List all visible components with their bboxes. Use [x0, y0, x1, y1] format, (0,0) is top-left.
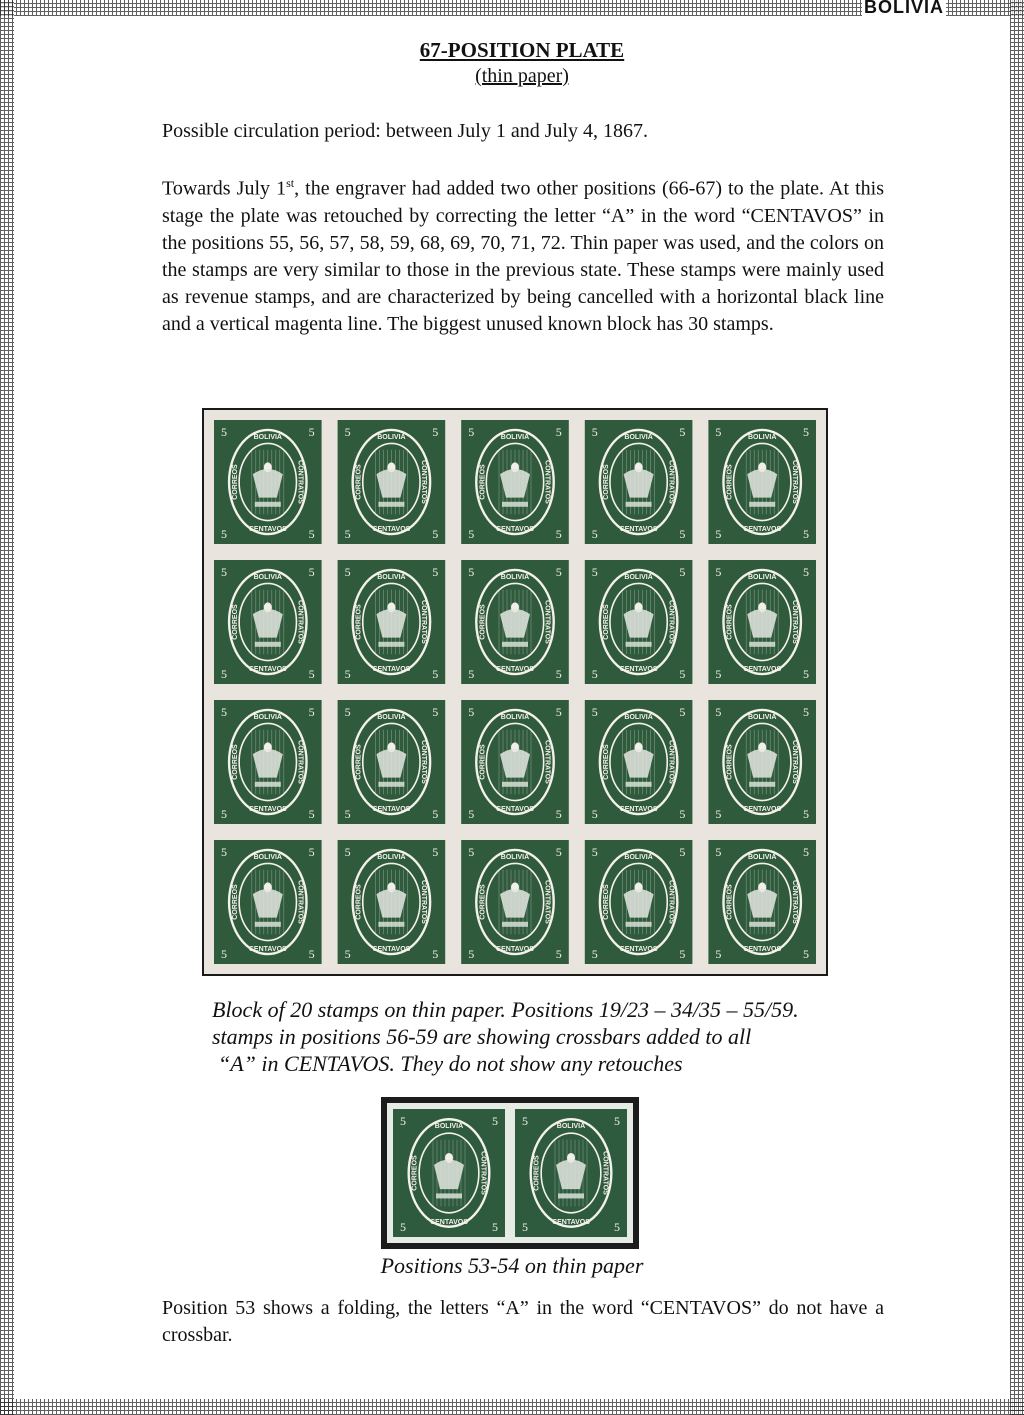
svg-text:CORREOS: CORREOS [533, 1155, 541, 1191]
svg-text:CENTAVOS: CENTAVOS [248, 946, 287, 954]
block-caption-line-2: stamps in positions 56-59 are showing crossbars added to all [212, 1024, 752, 1049]
page-subtitle: (thin paper) [475, 65, 569, 87]
stamp [585, 420, 693, 544]
svg-text:5: 5 [221, 807, 227, 821]
svg-text:CENTAVOS: CENTAVOS [430, 1218, 468, 1226]
svg-text:CORREOS: CORREOS [355, 464, 363, 500]
svg-text:CORREOS: CORREOS [232, 884, 240, 920]
svg-text:5: 5 [803, 667, 809, 681]
svg-text:5: 5 [679, 425, 686, 439]
svg-text:BOLIVIA: BOLIVIA [253, 433, 282, 441]
svg-text:5: 5 [468, 705, 475, 719]
svg-text:5: 5 [468, 947, 475, 961]
stamp [708, 700, 816, 824]
decorative-border-right [1010, 0, 1024, 1415]
ordinal-suffix: st [286, 176, 295, 190]
svg-text:CORREOS: CORREOS [602, 744, 610, 780]
svg-text:5: 5 [679, 807, 686, 821]
description-text-rest: , the engraver had added two other positions (66-67) to the plate. At this stage the plate was retouched by correcting the letter “A” in the word “CENTAVOS” in the positions 55, 56, 57, 58, 59, 68, 69, 70, 71, 72. Thin paper was used, and the colors on the stamps are very similar to those in the previous state. These stamps were mainly used as revenue stamps, and are characterized by being cancelled with a horizontal black line and a vertical magenta line. The biggest unused known block has 30 stamps. [162, 177, 884, 335]
svg-text:5: 5 [308, 845, 315, 859]
svg-text:CENTAVOS: CENTAVOS [743, 946, 782, 954]
svg-text:BOLIVIA: BOLIVIA [500, 573, 530, 581]
svg-text:BOLIVIA: BOLIVIA [500, 433, 530, 441]
svg-text:5: 5 [468, 565, 475, 579]
stamp [214, 420, 322, 544]
svg-text:CENTAVOS: CENTAVOS [552, 1218, 590, 1226]
stamp [515, 1109, 627, 1237]
svg-text:5: 5 [715, 807, 722, 821]
svg-text:BOLIVIA: BOLIVIA [748, 573, 777, 581]
svg-text:5: 5 [679, 667, 686, 681]
svg-text:CENTAVOS: CENTAVOS [743, 526, 782, 534]
svg-text:CORREOS: CORREOS [479, 884, 487, 920]
stamp [461, 420, 569, 544]
svg-text:CENTAVOS: CENTAVOS [743, 806, 782, 814]
svg-text:CORREOS: CORREOS [355, 604, 363, 640]
svg-text:BOLIVIA: BOLIVIA [253, 853, 282, 861]
svg-text:5: 5 [344, 947, 351, 961]
svg-text:5: 5 [344, 527, 351, 541]
svg-text:5: 5 [432, 947, 439, 961]
svg-text:5: 5 [308, 565, 315, 579]
svg-text:5: 5 [492, 1220, 498, 1234]
svg-text:5: 5 [344, 425, 351, 439]
stamp [338, 700, 446, 824]
svg-text:BOLIVIA: BOLIVIA [748, 713, 777, 721]
svg-text:5: 5 [221, 565, 227, 579]
svg-text:CORREOS: CORREOS [726, 464, 734, 500]
svg-text:5: 5 [555, 527, 562, 541]
stamp [708, 420, 816, 544]
svg-text:5: 5 [432, 705, 439, 719]
svg-text:CORREOS: CORREOS [232, 464, 240, 500]
svg-text:5: 5 [555, 667, 562, 681]
decorative-border-left [0, 0, 14, 1415]
svg-text:CORREOS: CORREOS [602, 884, 610, 920]
svg-text:CONTRATOS: CONTRATOS [479, 1151, 487, 1195]
svg-text:CENTAVOS: CENTAVOS [496, 666, 534, 674]
stamp [338, 840, 446, 964]
svg-text:5: 5 [555, 705, 562, 719]
svg-text:BOLIVIA: BOLIVIA [624, 573, 653, 581]
svg-text:5: 5 [555, 565, 562, 579]
svg-text:5: 5 [715, 565, 722, 579]
page-title: 67-POSITION PLATE [419, 38, 625, 62]
stamp [461, 840, 569, 964]
svg-text:5: 5 [803, 565, 809, 579]
svg-text:5: 5 [522, 1114, 528, 1128]
stamp [585, 700, 693, 824]
svg-text:5: 5 [591, 807, 598, 821]
svg-text:CONTRATOS: CONTRATOS [420, 600, 428, 644]
stamp [585, 840, 693, 964]
svg-text:5: 5 [308, 667, 315, 681]
svg-text:5: 5 [591, 845, 598, 859]
stamp-pair-image [381, 1097, 639, 1249]
stamp [708, 560, 816, 684]
svg-text:CONTRATOS: CONTRATOS [296, 600, 304, 644]
svg-text:5: 5 [344, 807, 351, 821]
svg-text:5: 5 [803, 947, 809, 961]
position53-paragraph: Position 53 shows a folding, the letters “A” in the word “CENTAVOS” do not have a crossbar. [162, 1297, 884, 1346]
svg-text:5: 5 [400, 1114, 406, 1128]
svg-text:CORREOS: CORREOS [232, 604, 240, 640]
svg-text:5: 5 [432, 845, 439, 859]
stamp [461, 560, 569, 684]
stamp [338, 560, 446, 684]
svg-text:5: 5 [591, 947, 598, 961]
svg-text:5: 5 [432, 565, 439, 579]
svg-text:CONTRATOS: CONTRATOS [667, 460, 675, 504]
svg-text:CONTRATOS: CONTRATOS [296, 740, 304, 784]
svg-text:5: 5 [803, 845, 809, 859]
svg-text:CONTRATOS: CONTRATOS [420, 880, 428, 924]
stamp [708, 840, 816, 964]
svg-text:CORREOS: CORREOS [602, 604, 610, 640]
svg-text:CENTAVOS: CENTAVOS [619, 666, 658, 674]
block-caption-line-1: Block of 20 stamps on thin paper. Positions 19/23 – 34/35 – 55/59. [212, 997, 799, 1022]
svg-text:5: 5 [221, 425, 227, 439]
stamp [461, 700, 569, 824]
description-text-start: Towards July 1 [162, 177, 287, 200]
svg-text:CORREOS: CORREOS [602, 464, 610, 500]
svg-text:5: 5 [400, 1220, 406, 1234]
svg-text:CENTAVOS: CENTAVOS [619, 946, 658, 954]
svg-text:BOLIVIA: BOLIVIA [500, 853, 530, 861]
stamp-pair-drawing [381, 1097, 639, 1249]
svg-text:CONTRATOS: CONTRATOS [420, 460, 428, 504]
svg-text:5: 5 [715, 667, 722, 681]
svg-text:5: 5 [555, 845, 562, 859]
stamp-block-image [202, 408, 828, 976]
svg-text:BOLIVIA: BOLIVIA [500, 713, 530, 721]
svg-text:5: 5 [308, 527, 315, 541]
svg-text:CENTAVOS: CENTAVOS [743, 666, 782, 674]
svg-text:BOLIVIA: BOLIVIA [624, 853, 653, 861]
svg-text:5: 5 [555, 947, 562, 961]
svg-text:5: 5 [803, 807, 809, 821]
svg-text:5: 5 [803, 425, 809, 439]
svg-text:BOLIVIA: BOLIVIA [377, 433, 406, 441]
svg-text:5: 5 [221, 527, 227, 541]
circulation-paragraph: Possible circulation period: between July 1 and July 4, 1867. [162, 120, 649, 142]
svg-text:5: 5 [591, 565, 598, 579]
svg-text:BOLIVIA: BOLIVIA [253, 573, 282, 581]
svg-text:CONTRATOS: CONTRATOS [296, 460, 304, 504]
stamp-block-drawing [204, 410, 826, 974]
svg-text:CENTAVOS: CENTAVOS [372, 946, 411, 954]
svg-text:CORREOS: CORREOS [479, 744, 487, 780]
svg-text:CENTAVOS: CENTAVOS [372, 526, 411, 534]
svg-text:5: 5 [679, 565, 686, 579]
svg-text:5: 5 [591, 425, 598, 439]
svg-text:5: 5 [432, 527, 439, 541]
svg-text:5: 5 [803, 705, 809, 719]
decorative-border-bottom [0, 1399, 1024, 1415]
svg-text:CONTRATOS: CONTRATOS [667, 600, 675, 644]
svg-text:CONTRATOS: CONTRATOS [543, 600, 551, 644]
svg-text:5: 5 [679, 845, 686, 859]
svg-text:5: 5 [344, 705, 351, 719]
svg-text:CONTRATOS: CONTRATOS [420, 740, 428, 784]
svg-text:BOLIVIA: BOLIVIA [377, 573, 406, 581]
svg-text:CENTAVOS: CENTAVOS [496, 946, 534, 954]
svg-text:BOLIVIA: BOLIVIA [624, 713, 653, 721]
description-paragraph [162, 170, 884, 338]
svg-text:CONTRATOS: CONTRATOS [543, 460, 551, 504]
svg-text:BOLIVIA: BOLIVIA [434, 1123, 464, 1131]
svg-text:CENTAVOS: CENTAVOS [248, 526, 287, 534]
country-header: BOLIVIA [863, 0, 944, 17]
svg-text:CORREOS: CORREOS [411, 1155, 419, 1191]
svg-text:5: 5 [468, 527, 475, 541]
svg-text:5: 5 [344, 845, 351, 859]
svg-text:5: 5 [591, 527, 598, 541]
svg-text:CENTAVOS: CENTAVOS [619, 806, 658, 814]
svg-text:5: 5 [715, 425, 722, 439]
svg-text:BOLIVIA: BOLIVIA [377, 713, 406, 721]
svg-text:5: 5 [715, 705, 722, 719]
svg-text:BOLIVIA: BOLIVIA [624, 433, 653, 441]
svg-text:CONTRATOS: CONTRATOS [790, 600, 798, 644]
svg-text:5: 5 [221, 705, 227, 719]
svg-text:CORREOS: CORREOS [479, 464, 487, 500]
svg-text:CENTAVOS: CENTAVOS [372, 806, 411, 814]
svg-text:5: 5 [432, 425, 439, 439]
svg-text:5: 5 [432, 807, 439, 821]
svg-text:5: 5 [468, 807, 475, 821]
svg-text:CENTAVOS: CENTAVOS [496, 806, 534, 814]
stamp [214, 700, 322, 824]
svg-text:BOLIVIA: BOLIVIA [253, 713, 282, 721]
svg-text:5: 5 [591, 705, 598, 719]
svg-text:CONTRATOS: CONTRATOS [296, 880, 304, 924]
svg-text:CONTRATOS: CONTRATOS [790, 740, 798, 784]
svg-text:5: 5 [715, 527, 722, 541]
svg-text:5: 5 [679, 527, 686, 541]
svg-text:CENTAVOS: CENTAVOS [248, 806, 287, 814]
svg-text:5: 5 [715, 947, 722, 961]
svg-text:5: 5 [308, 807, 315, 821]
svg-text:CENTAVOS: CENTAVOS [372, 666, 411, 674]
stamp [393, 1109, 505, 1237]
block-caption [212, 996, 892, 1077]
svg-text:BOLIVIA: BOLIVIA [556, 1123, 586, 1131]
stamp [338, 420, 446, 544]
svg-text:5: 5 [803, 527, 809, 541]
stamp [585, 560, 693, 684]
svg-text:5: 5 [555, 807, 562, 821]
svg-text:5: 5 [344, 565, 351, 579]
svg-text:5: 5 [221, 667, 227, 681]
svg-text:5: 5 [614, 1114, 620, 1128]
svg-text:BOLIVIA: BOLIVIA [748, 433, 777, 441]
svg-text:CENTAVOS: CENTAVOS [619, 526, 658, 534]
stamp [214, 560, 322, 684]
svg-text:CONTRATOS: CONTRATOS [667, 740, 675, 784]
svg-text:CENTAVOS: CENTAVOS [496, 526, 534, 534]
svg-text:5: 5 [522, 1220, 528, 1234]
pair-caption: Positions 53-54 on thin paper [380, 1253, 644, 1278]
svg-text:CORREOS: CORREOS [232, 744, 240, 780]
svg-text:BOLIVIA: BOLIVIA [748, 853, 777, 861]
svg-text:5: 5 [468, 667, 475, 681]
svg-text:CORREOS: CORREOS [355, 884, 363, 920]
svg-text:CONTRATOS: CONTRATOS [790, 460, 798, 504]
svg-text:5: 5 [679, 947, 686, 961]
stamp [214, 840, 322, 964]
svg-text:5: 5 [221, 845, 227, 859]
svg-text:CONTRATOS: CONTRATOS [601, 1151, 609, 1195]
svg-text:CORREOS: CORREOS [479, 604, 487, 640]
svg-text:5: 5 [555, 425, 562, 439]
svg-text:5: 5 [308, 947, 315, 961]
svg-text:5: 5 [468, 845, 475, 859]
svg-text:5: 5 [614, 1220, 620, 1234]
svg-text:5: 5 [679, 705, 686, 719]
svg-text:5: 5 [308, 425, 315, 439]
svg-text:5: 5 [715, 845, 722, 859]
svg-text:CORREOS: CORREOS [726, 744, 734, 780]
svg-text:5: 5 [432, 667, 439, 681]
svg-text:CONTRATOS: CONTRATOS [543, 880, 551, 924]
svg-text:CENTAVOS: CENTAVOS [248, 666, 287, 674]
svg-text:5: 5 [492, 1114, 498, 1128]
svg-text:CONTRATOS: CONTRATOS [790, 880, 798, 924]
svg-text:CONTRATOS: CONTRATOS [667, 880, 675, 924]
block-caption-line-3: “A” in CENTAVOS. They do not show any retouches [218, 1051, 683, 1076]
svg-text:CORREOS: CORREOS [726, 604, 734, 640]
svg-text:5: 5 [591, 667, 598, 681]
svg-text:5: 5 [221, 947, 227, 961]
svg-text:CORREOS: CORREOS [726, 884, 734, 920]
svg-text:CONTRATOS: CONTRATOS [543, 740, 551, 784]
svg-text:5: 5 [344, 667, 351, 681]
svg-text:5: 5 [308, 705, 315, 719]
svg-text:CORREOS: CORREOS [355, 744, 363, 780]
svg-text:BOLIVIA: BOLIVIA [377, 853, 406, 861]
svg-text:5: 5 [468, 425, 475, 439]
